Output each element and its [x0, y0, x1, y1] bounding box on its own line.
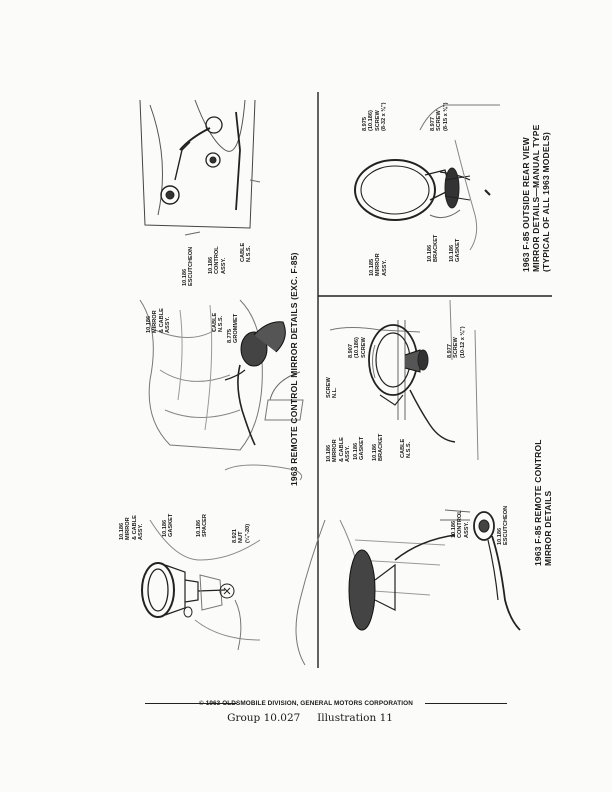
caption-manual-line2: MIRROR DETAILS—MANUAL TYPE	[531, 124, 541, 272]
caption-manual-line3: (TYPICAL OF ALL 1963 MODELS)	[541, 131, 551, 272]
label-bl-mirror: 10.186 MIRROR & CABLE ASSY.	[119, 515, 144, 540]
caption-f85-remote-line2: MIRROR DETAILS	[543, 490, 553, 566]
label-bm-gasket: 10.186 GASKET	[353, 436, 366, 460]
door-control-drawing	[140, 100, 260, 235]
label-bm-screw-977: 8.977 SCREW (10-12 x ⅜")	[447, 326, 466, 358]
label-bl-nut: 8.921 NUT (¼"-20)	[232, 523, 251, 543]
label-br-screw-977: 8.977 SCREW (8-15 x ⅜")	[430, 102, 449, 131]
label-br-mirror: 10.185 MIRROR ASSY.	[369, 253, 388, 276]
caption-remote-exc-f85: 1963 REMOTE CONTROL MIRROR DETAILS (EXC. F-85)	[289, 252, 299, 486]
footer-group-illustration	[200, 712, 420, 724]
caption-f85-remote	[533, 439, 553, 566]
footer-group: Group 10.027	[227, 712, 301, 724]
label-bl-gasket: 10.186 GASKET	[162, 513, 175, 537]
caption-f85-remote-line1: 1963 F-85 REMOTE CONTROL	[533, 439, 543, 566]
label-bm-bracket: 10.186 BRACKET	[372, 433, 385, 461]
label-tm-mirror: 10.186 MIRROR & CABLE ASSY.	[146, 308, 171, 333]
label-bl-spacer: 10.186 SPACER	[196, 514, 209, 537]
f85-remote-drawing	[225, 372, 520, 665]
label-tl-control: 10.186 CONTROL ASSY.	[208, 246, 227, 274]
footer-illustration: Illustration 11	[317, 712, 393, 724]
caption-manual-mirror	[521, 125, 551, 273]
label-tm-cable: CABLE N.S.S.	[212, 312, 225, 332]
label-bm-screw-907: 8.907 (10.186) SCREW	[348, 337, 367, 358]
footer-copyright: © 1963 OLDSMOBILE DIVISION, GENERAL MOTORS CORPORATION	[199, 700, 413, 707]
caption-manual-line1: 1963 F-85 OUTSIDE REAR VIEW	[521, 137, 531, 272]
label-br-bracket: 10.186 BRACKET	[427, 234, 440, 262]
label-br-gasket: 10.186 GASKET	[449, 238, 462, 262]
label-bm-mirror: 10.186 MIRROR & CABLE ASSY.	[326, 437, 351, 462]
footer-rule-right	[425, 703, 507, 704]
label-bb-control: 10.186 CONTROL ASSY.	[451, 510, 470, 538]
label-bm-cable: CABLE N.S.S.	[400, 438, 413, 458]
label-bm-screw-nl: SCREW N.L.	[326, 377, 339, 398]
label-br-screw-975: 8.975 (10.186) SCREW (8-32 x ⅜")	[362, 102, 387, 131]
label-tl-escutcheon: 10.186 ESCUTCHEON	[182, 246, 195, 286]
label-tm-grommet: 8.775 GROMMET	[227, 313, 240, 343]
label-tl-cable: CABLE N.S.S.	[240, 242, 253, 262]
label-bb-escutcheon: 10.186 ESCUTCHEON	[497, 505, 510, 545]
